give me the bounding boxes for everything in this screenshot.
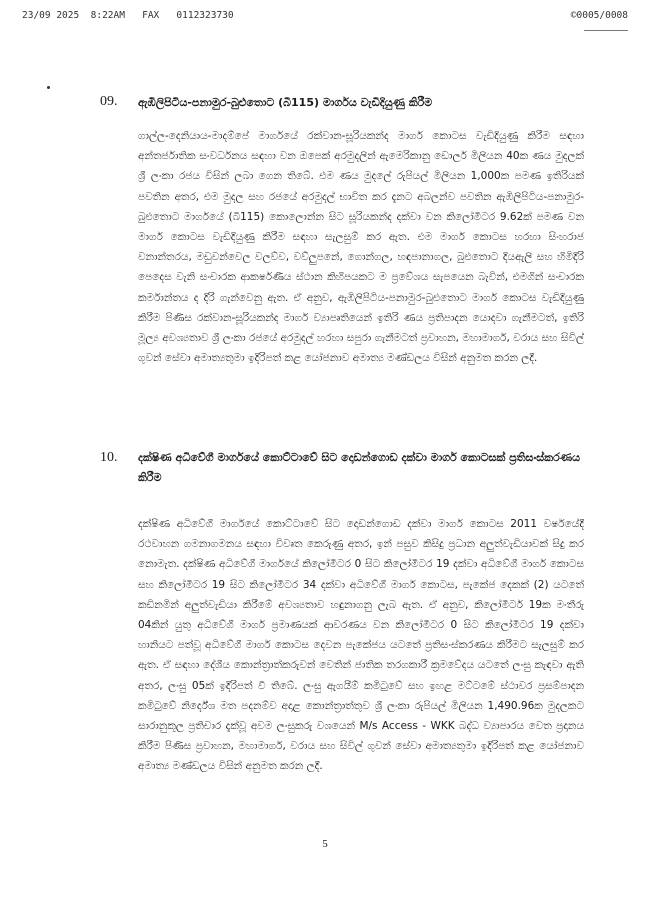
item-body: ගාල්ල-දෙනියාය-මාදම්පේ මාර්ගයේ රක්වාන-සූරියකන්ද මාර්ග කොටස වැඩිදියුණු කිරීම සඳහා අන්තර්ජාතික සංවර්ධනය සඳහා වන ඔපෙක් අරමුදලින් ඇමෙරිකානු ඩොලර් මිලියන 40ක ණය මුදලක් ශ්‍රී ලංකා රජය විසින් ලබා ගෙන තිබේ. එම ණය මුදලේ රුපියල් මිලියන 1,000ක පමණ ඉතිරියක් පවතින අතර, එම මුදල සහ රජයේ අරමුදල් භාවිත කර දැනට අබලන්ව පවතින ඇඹිලිපිටිය-පනාමුර-බුළුතොට මාර්ගයේ (බී115) කොලොන්න සිට සූරියකන්ද දක්වා වන කිලෝමීටර 9.62ක් පමණ වන මාර්ග කොටස වැඩිදියුණු කිරීම සඳහා සැලසුම් කර ඇත. එම මාර්ග කොටස හරහා සිංහරාජ වනාන්තරය, මඩුවන්වෙල වලව්ව, වව්ලුපනේ, ගොන්ගල, හඳපානාගල, බුළුතොට දියඇලි සහ හිමිදිරි පෙදෙස වැනි සංචාරක ආකර්ෂණීය ස්ථාන කිහිපයකට ම ප්‍රවේශය සැපයෙන බැවින්, එමගින් සංචාරක කර්මාන්තය ද දිරි ගැන්වෙනු ඇත. ඒ අනුව, ඇඹිලිපිටිය-පනාමුර-බුළුතොට මාර්ග කොටස වැඩිදියුණු කිරීම පිණිස රක්වාන-සූරියකන්ද මාර්ග ව්‍යාපෘතියෙන් ඉතිරි ණය ප්‍රතිපාදන යොදවා ගැනීමටත්, ඉතිරි මූල්‍ය අවශ්‍යතාව ශ්‍රී ලංකා රජයේ අරමුදල් හරහා සපුරා ගැනීමටත් ප්‍රවාහන, මහාමාර්ග, වරාය සහ සිවිල් ගුවන් සේවා අමාත්‍යතුමා ඉදිරිපත් කළ යෝජනාව අමාත්‍ය මණ්ඩලය විසින් අනුමත කරන ලදී. — [138, 130, 584, 365]
fax-header-page-count: ©0005/0008 — [570, 10, 628, 21]
fax-header-timestamp: 23/09 2025 8:22AM FAX 0112323730 — [22, 10, 234, 21]
item-body: දක්ෂිණ අධිවේගී මාර්ගයේ කොට්ටාවේ සිට දොඩන්ගොඩ දක්වා මාර්ග කොටස 2011 වර්ෂයේදී රථවාහන ගමනාගමනය සඳහා විවෘත කෙරුණු අතර, ඉන් පසුව කිසිදු ප්‍රධාන අලුත්වැඩියාවක් සිදු කර නොමැත. දක්ෂිණ අධිවේගී මාර්ගයේ කිලෝමීටර 0 සිට කිලෝමීටර 19 දක්වා අධිවේගී මාර්ග කොටස සහ කිලෝමීටර 19 සිට කිලෝමීටර 34 දක්වා අධිවේගී මාර්ග කොටස, පැකේජ දෙකක් (2) යටතේ කඩිනමින් අලුත්වැඩියා කිරීමේ අවශ්‍යතාව හඳුනාගනු ලැබ ඇත. ඒ අනුව, කිලෝමීටර් 19ක මංතීරු 04කින් යුතු අධිවේගී මාර්ග ප්‍රමාණයක් ආවරණය වන කිලෝමීටර 0 සිට කිලෝමීටර 19 දක්වා හානියට පත්වූ අධිවේගී මාර්ග කොටස දෙවන පැකේජය යටතේ ප්‍රතිසංස්කරණය කිරීමට සැලසුම් කර ඇත. ඒ සඳහා දේශීය කොන්ත්‍රාත්කරුවන් වෙතින් ජාතික තරගකාරී ක්‍රමවේදය යටතේ ලංසු කැඳවා ඇති අතර, ලංසු 05ක් ඉදිරිපත් වී තිබේ. ලංසු ඇගයීම් කමිටුවේ සහ ඉහළ මට්ටමේ ස්ථාවර ප්‍රසම්පාදන කමිටුවේ නිර්දේශ මත පදනම්ව අදාළ කොන්ත්‍රාත්තුව ශ්‍රී ලංකා රුපියල් මිලියන 1,490.96ක මුදලකට සාරානුකූල ප්‍රතිචාර දැක්වූ අවම ලංසුකරු වශයෙන් M/s Access - WKK බද්ධ ව්‍යාපාරය වෙත ප්‍රදානය කිරීම පිණිස ප්‍රවාහන, මහාමාර්ග, වරාය සහ සිවිල් ගුවන් සේවා අමාත්‍යතුමා ඉදිරිපත් කළ යෝජනාව අමාත්‍ය මණ්ඩලය විසින් අනුමත කරන ලදී. — [138, 518, 584, 773]
item-number: 10. — [100, 450, 118, 465]
item-title: දක්ෂිණ අධිවේගී මාර්ගයේ කොට්ටාවේ සිට දොඩන්ගොඩ දක්වා මාර්ග කොටසක් ප්‍රතිසංස්කරණය කිරීම — [138, 451, 580, 484]
fax-mark-line — [584, 30, 628, 37]
item-title: ඇඹිලිපිටිය-පනාමුර-බුළුතොට (බී115) මාර්ගය වැඩිදියුණු කිරීම — [138, 96, 433, 109]
page-number: 5 — [322, 838, 328, 850]
item-number: 09. — [100, 94, 118, 109]
fax-header — [22, 10, 628, 24]
scan-dot — [47, 86, 50, 89]
